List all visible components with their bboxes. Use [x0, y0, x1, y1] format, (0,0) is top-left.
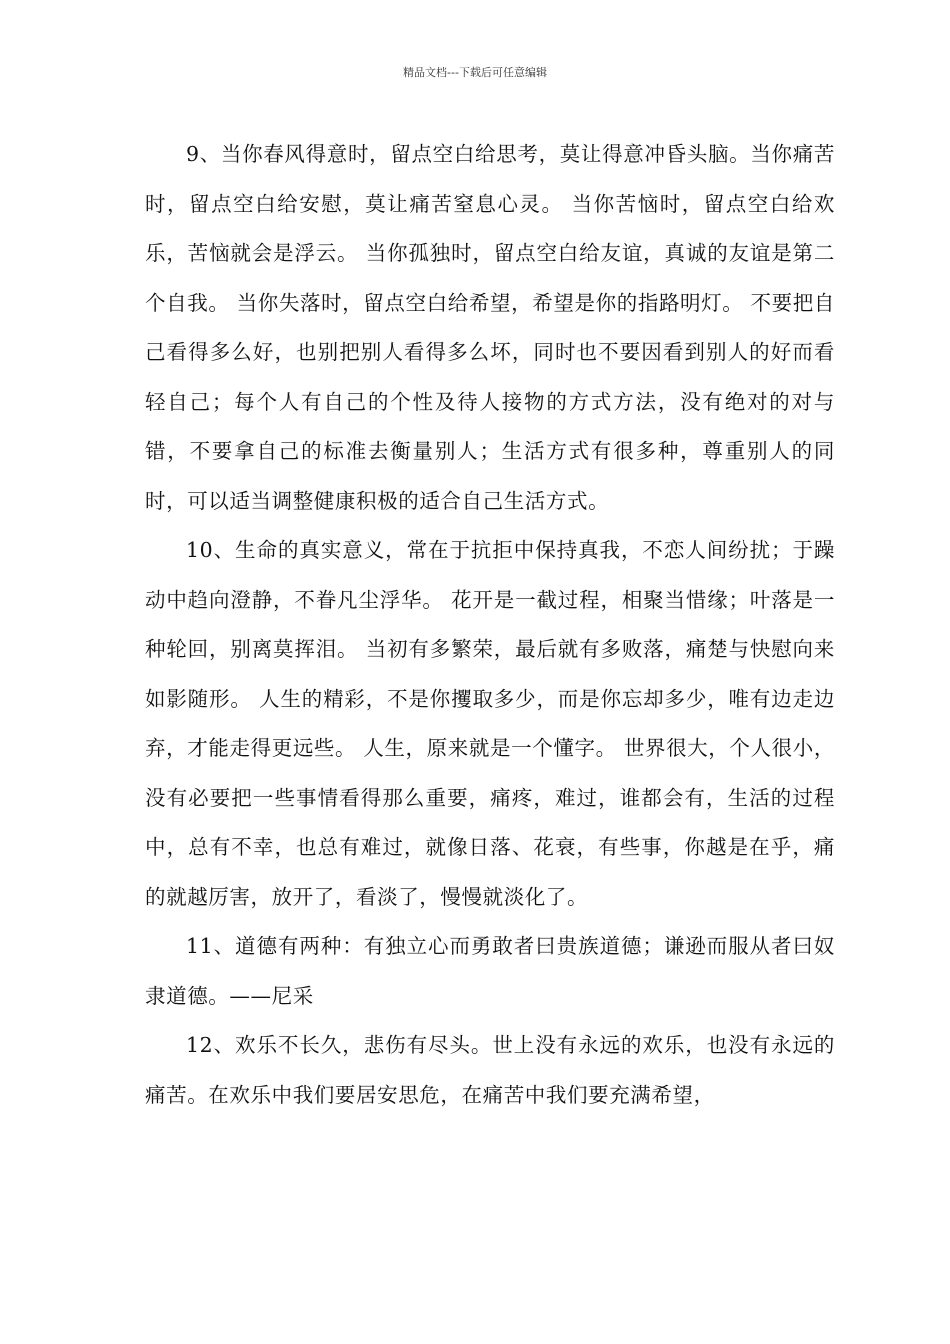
paragraph-10: 10、生命的真实意义，常在于抗拒中保持真我，不恋人间纷扰；于躁动中趋向澄静，不眷凡尘浮华。 花开是一截过程，相聚当惜缘；叶落是一种轮回，别离莫挥泪。 当初有多繁荣，最后就有多败落，痛楚与快慰向来如影随形。 人生的精彩，不是你攫取多少，而是你忘却多少，唯有边走边弃，才能走得更远些。 人生，原来就是一个懂字。 世界很大，个人很小，没有必要把一些事情看得那么重要，痛疼，难过，谁都会有，生活的过程中，总有不幸，也总有难过，就像日落、花衰，有些事，你越是在乎，痛的就越厉害，放开了，看淡了，慢慢就淡化了。 — [145, 538, 835, 909]
paragraph-9: 9、当你春风得意时，留点空白给思考，莫让得意冲昏头脑。当你痛苦时，留点空白给安慰，莫让痛苦窒息心灵。 当你苦恼时，留点空白给欢乐，苦恼就会是浮云。 当你孤独时，留点空白给友谊，真诚的友谊是第二个自我。 当你失落时，留点空白给希望，希望是你的指路明灯。 不要把自己看得多么好，也别把别人看得多么坏，同时也不要因看到别人的好而看轻自己；每个人有自己的个性及待人接物的方式方法，没有绝对的对与错，不要拿自己的标准去衡量别人；生活方式有很多种，尊重别人的同时，可以适当调整健康积极的适合自己生活方式。 — [145, 142, 835, 513]
page-header: 精品文档---下载后可任意编辑 — [403, 66, 547, 79]
document-body — [145, 130, 835, 1120]
paragraph-12: 12、欢乐不长久，悲伤有尽头。世上没有永远的欢乐，也没有永远的痛苦。在欢乐中我们要居安思危，在痛苦中我们要充满希望， — [145, 1033, 835, 1107]
paragraph-11: 11、道德有两种：有独立心而勇敢者曰贵族道德；谦逊而服从者曰奴隶道德。——尼采 — [145, 934, 835, 1008]
